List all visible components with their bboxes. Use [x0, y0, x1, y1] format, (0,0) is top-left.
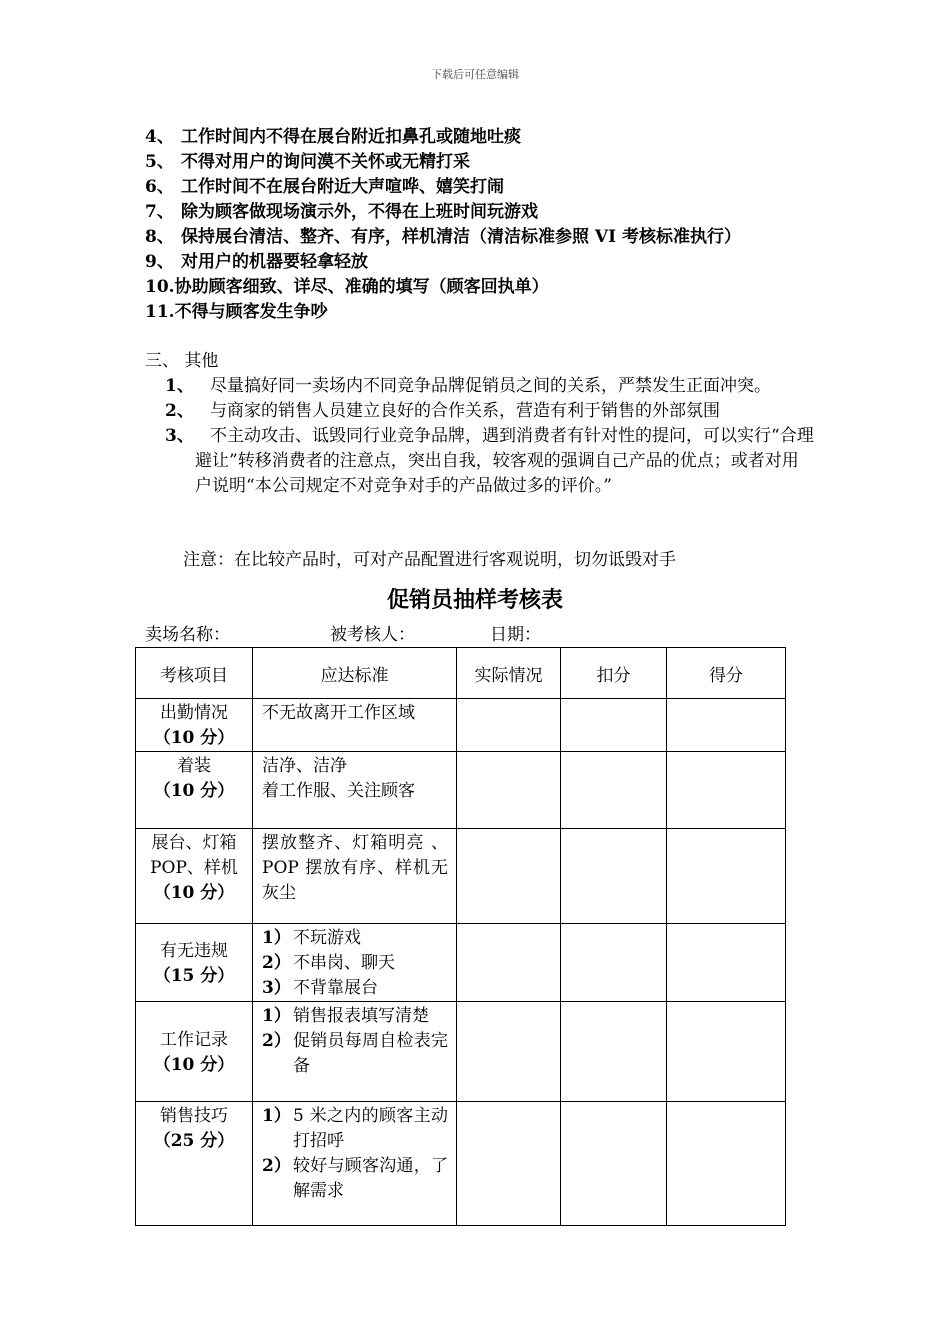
item-score: （15 分） — [153, 965, 235, 986]
page-header: 下载后可任意编辑 — [431, 68, 519, 81]
item-name: 销售技巧 — [160, 1106, 228, 1126]
rule-text: 不得与顾客发生争吵 — [174, 302, 328, 322]
note-text: 注意：在比较产品时，可对产品配置进行客观说明，切勿诋毁对手 — [183, 550, 676, 570]
header-item: 考核项目 — [136, 648, 253, 699]
deduction-cell[interactable] — [561, 752, 667, 829]
actual-cell[interactable] — [457, 1002, 561, 1102]
rule-number: 10. — [145, 277, 175, 297]
rule-number: 7、 — [145, 202, 174, 222]
assessment-table — [135, 647, 786, 1226]
others-item — [165, 424, 815, 499]
list-text: 促销员每周自检表完备 — [293, 1031, 448, 1076]
item-name: 出勤情况 — [160, 703, 228, 723]
standard-list-item — [262, 951, 448, 976]
item-cell — [136, 829, 253, 924]
list-marker: 2） — [262, 1031, 291, 1051]
others-number: 1、 — [165, 376, 194, 396]
rule-item — [145, 150, 825, 175]
table-row — [136, 924, 786, 1002]
list-marker: 1） — [262, 1106, 291, 1126]
deduction-cell[interactable] — [561, 1002, 667, 1102]
rule-number: 8、 — [145, 227, 174, 247]
rule-number: 9、 — [145, 252, 174, 272]
list-marker: 2） — [262, 1156, 291, 1176]
list-text: 不背靠展台 — [293, 978, 378, 998]
item-score: （10 分） — [153, 883, 235, 903]
item-cell — [136, 1002, 253, 1102]
rules-list — [145, 125, 825, 325]
rule-item — [145, 275, 825, 300]
table-row — [136, 829, 786, 924]
standard-cell — [253, 752, 457, 829]
others-list — [165, 374, 815, 499]
score-cell[interactable] — [667, 924, 786, 1002]
standard-list-item — [262, 926, 448, 951]
score-cell[interactable] — [667, 699, 786, 752]
item-name: 工作记录 — [160, 1029, 228, 1050]
standard-cell — [253, 1102, 457, 1226]
list-marker: 3） — [262, 978, 291, 998]
item-name: 展台、灯箱 POP、样机 — [150, 833, 238, 878]
item-cell — [136, 1102, 253, 1226]
item-score: （10 分） — [153, 728, 235, 748]
rule-text: 对用户的机器要轻拿轻放 — [181, 252, 368, 272]
deduction-cell[interactable] — [561, 829, 667, 924]
standard-text: 着工作服、关注顾客 — [262, 781, 415, 801]
actual-cell[interactable] — [457, 1102, 561, 1226]
standard-list-item — [262, 1004, 448, 1029]
section-three-title: 三、 其他 — [145, 351, 219, 371]
others-item — [165, 374, 815, 399]
list-marker: 1） — [262, 928, 291, 948]
actual-cell[interactable] — [457, 829, 561, 924]
table-row — [136, 1102, 786, 1226]
item-score: （10 分） — [153, 781, 235, 801]
list-marker: 1） — [262, 1006, 291, 1026]
rule-item — [145, 200, 825, 225]
table-row — [136, 699, 786, 752]
header-standard: 应达标准 — [253, 648, 457, 699]
list-text: 5 米之内的顾客主动打招呼 — [293, 1106, 448, 1151]
standard-list-item — [262, 1104, 448, 1154]
item-name: 着装 — [177, 756, 211, 776]
standard-text: 洁净、洁净 — [262, 756, 347, 776]
header-actual: 实际情况 — [457, 648, 561, 699]
table-row — [136, 752, 786, 829]
rule-text: 工作时间内不得在展台附近扣鼻孔或随地吐痰 — [181, 127, 521, 147]
rule-item — [145, 225, 825, 250]
rule-number: 6、 — [145, 177, 174, 197]
rule-text: 除为顾客做现场演示外，不得在上班时间玩游戏 — [181, 202, 538, 222]
list-marker: 2） — [262, 953, 291, 973]
deduction-cell[interactable] — [561, 924, 667, 1002]
table-row — [136, 1002, 786, 1102]
item-cell — [136, 924, 253, 1002]
item-score: （25 分） — [153, 1131, 235, 1151]
header-deduction: 扣分 — [561, 648, 667, 699]
list-text: 销售报表填写清楚 — [293, 1006, 429, 1026]
standard-list-item — [262, 976, 448, 1001]
score-cell[interactable] — [667, 1002, 786, 1102]
others-number: 3、 — [165, 426, 194, 446]
standard-text: 不无故离开工作区域 — [262, 703, 415, 723]
rule-number: 5、 — [145, 152, 174, 172]
date-label: 日期： — [490, 625, 541, 645]
others-item — [165, 399, 815, 424]
store-name-label: 卖场名称： — [145, 625, 230, 645]
rule-item — [145, 175, 825, 200]
rule-text: 保持展台清洁、整齐、有序，样机清洁（清洁标准参照 VI 考核标准执行） — [181, 227, 741, 247]
rule-item — [145, 300, 825, 325]
header-score: 得分 — [667, 648, 786, 699]
table-header-row — [136, 648, 786, 699]
score-cell[interactable] — [667, 829, 786, 924]
standard-list-item — [262, 1029, 448, 1079]
rule-text: 不得对用户的询问漠不关怀或无精打采 — [181, 152, 470, 172]
score-cell[interactable] — [667, 1102, 786, 1226]
rule-item — [145, 125, 825, 150]
list-text: 不串岗、聊天 — [293, 953, 395, 973]
others-number: 2、 — [165, 401, 194, 421]
others-text: 与商家的销售人员建立良好的合作关系，营造有利于销售的外部氛围 — [210, 401, 720, 421]
rule-number: 4、 — [145, 127, 174, 147]
others-text: 不主动攻击、诋毁同行业竞争品牌，遇到消费者有针对性的提问，可以实行“合理避让”转移消费者的注意点，突出自我，较客观的强调自己产品的优点；或者对用户说明“本公司规定不对竞争对手的产品做过多的评价。” — [195, 426, 814, 496]
standard-list-item — [262, 1154, 448, 1204]
assessee-label: 被考核人： — [330, 625, 415, 645]
standard-cell — [253, 829, 457, 924]
form-title: 促销员抽样考核表 — [386, 588, 563, 613]
rule-item — [145, 250, 825, 275]
actual-cell[interactable] — [457, 699, 561, 752]
item-cell — [136, 699, 253, 752]
deduction-cell[interactable] — [561, 1102, 667, 1226]
list-text: 较好与顾客沟通，了解需求 — [293, 1156, 448, 1201]
standard-text: 摆放整齐、灯箱明亮 、 POP 摆放有序、样机无灰尘 — [262, 833, 448, 903]
item-name: 有无违规 — [160, 940, 228, 961]
actual-cell[interactable] — [457, 752, 561, 829]
standard-cell — [253, 924, 457, 1002]
others-text: 尽量搞好同一卖场内不同竞争品牌促销员之间的关系，严禁发生正面冲突。 — [210, 376, 771, 396]
score-cell[interactable] — [667, 752, 786, 829]
item-cell — [136, 752, 253, 829]
rule-text: 协助顾客细致、详尽、准确的填写（顾客回执单） — [174, 277, 549, 297]
item-score: （10 分） — [153, 1054, 235, 1075]
rule-number: 11. — [145, 302, 175, 322]
deduction-cell[interactable] — [561, 699, 667, 752]
standard-cell — [253, 1002, 457, 1102]
actual-cell[interactable] — [457, 924, 561, 1002]
list-text: 不玩游戏 — [293, 928, 361, 948]
standard-cell — [253, 699, 457, 752]
rule-text: 工作时间不在展台附近大声喧哗、嬉笑打闹 — [181, 177, 504, 197]
